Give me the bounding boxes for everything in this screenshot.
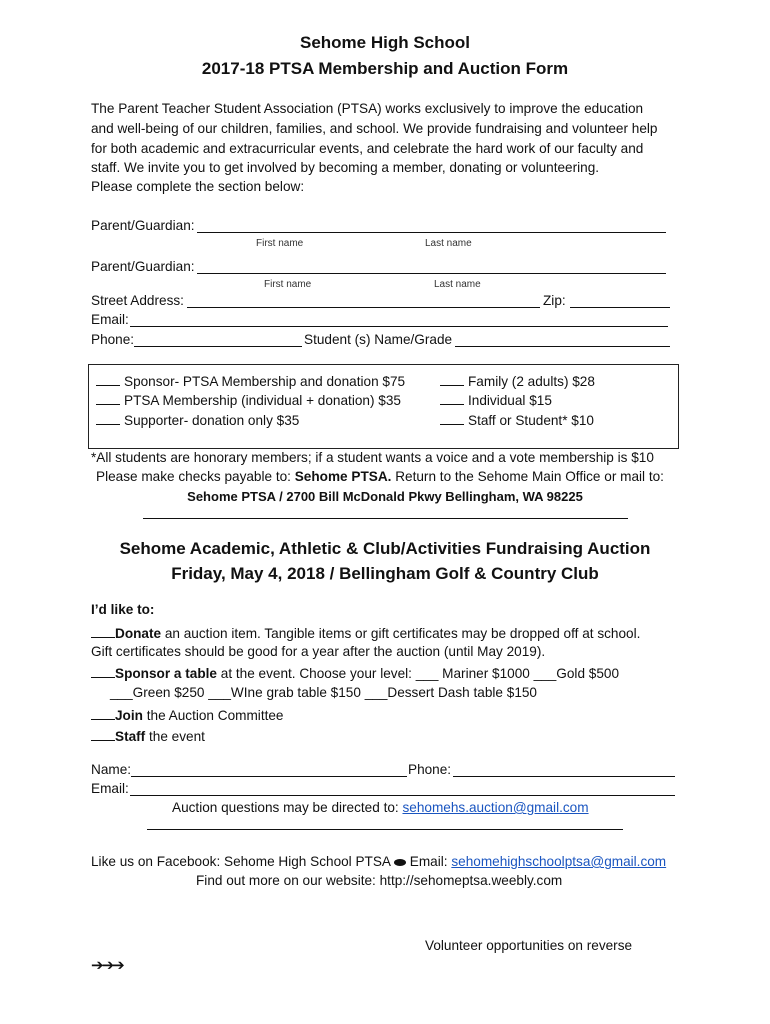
level-staff-student-checkbox[interactable] <box>440 412 464 425</box>
honorary-note: *All students are honorary members; if a student wants a voice and a vote membership is $10 <box>91 450 654 465</box>
level-staff-student[interactable] <box>440 412 594 428</box>
section-divider-1 <box>143 518 628 519</box>
checks-note <box>96 469 664 484</box>
parent2-label: Parent/Guardian: <box>91 259 195 274</box>
auction-name-field[interactable] <box>131 776 407 777</box>
staff-label: Staff <box>115 729 146 744</box>
parent2-field[interactable] <box>197 273 666 274</box>
intro-line-5: Please complete the section below: <box>91 179 305 194</box>
staff-checkbox[interactable] <box>91 727 115 741</box>
donate-checkbox[interactable] <box>91 624 115 638</box>
phone-field[interactable] <box>134 346 302 347</box>
website-line: Find out more on our website: http://sehomeptsa.weebly.com <box>196 873 563 888</box>
street-address-field[interactable] <box>187 307 540 308</box>
sponsor-table-levels: ___Green $250 ___WIne grab table $150 ___Dessert Dash table $150 <box>110 685 537 700</box>
level-staff-student-label: Staff or Student* $10 <box>468 413 594 428</box>
donate-option[interactable] <box>91 624 640 641</box>
parent1-label: Parent/Guardian: <box>91 218 195 233</box>
level-individual-donation-checkbox[interactable] <box>96 392 120 405</box>
phone-label: Phone: <box>91 332 135 347</box>
level-sponsor-checkbox[interactable] <box>96 373 120 386</box>
auction-phone-field[interactable] <box>453 776 675 777</box>
auction-title: Sehome Academic, Athletic & Club/Activities Fundraising Auction <box>119 539 651 558</box>
sponsor-table-checkbox[interactable] <box>91 664 115 678</box>
level-individual[interactable] <box>440 392 552 408</box>
auction-email-link[interactable]: sehomehs.auction@gmail.com <box>402 800 589 815</box>
level-sponsor-label: Sponsor- PTSA Membership and donation $75 <box>124 374 406 389</box>
parent1-last-name-caption: Last name <box>425 238 472 249</box>
street-address-label: Street Address: <box>91 293 184 308</box>
intro-line-2: and well-being of our children, families, and school. We provide fundraising and volunteer help <box>91 121 658 136</box>
join-text: the Auction Committee <box>142 708 284 723</box>
footer-email-link[interactable]: sehomehighschoolptsa@gmail.com <box>451 854 667 869</box>
auction-questions-text: Auction questions may be directed to: <box>172 800 403 815</box>
level-family-label: Family (2 adults) $28 <box>468 374 595 389</box>
level-supporter-checkbox[interactable] <box>96 412 120 425</box>
sponsor-table-label: Sponsor a table <box>115 666 217 681</box>
checks-payee: Sehome PTSA. <box>294 469 392 484</box>
parent2-last-name-caption: Last name <box>434 279 481 290</box>
level-family-checkbox[interactable] <box>440 373 464 386</box>
staff-option[interactable] <box>91 727 205 744</box>
arrows-icon: ➔➔➔ <box>91 956 123 974</box>
level-family[interactable] <box>440 373 595 389</box>
donate-label: Donate <box>115 626 162 641</box>
staff-text: the event <box>145 729 205 744</box>
auction-email-label: Email: <box>91 781 129 796</box>
join-checkbox[interactable] <box>91 706 115 720</box>
auction-intro: I’d like to: <box>91 602 155 617</box>
donate-text-2: Gift certificates should be good for a year after the auction (until May 2019). <box>91 644 546 659</box>
sponsor-table-option[interactable] <box>91 664 619 681</box>
footer-email-prefix: Email: <box>406 854 452 869</box>
level-supporter-label: Supporter- donation only $35 <box>124 413 300 428</box>
parent1-field[interactable] <box>197 232 666 233</box>
donate-text: an auction item. Tangible items or gift certificates may be dropped off at school. <box>161 626 641 641</box>
email-field[interactable] <box>130 326 668 327</box>
auction-email-field[interactable] <box>130 795 675 796</box>
parent1-first-name-caption: First name <box>256 238 304 249</box>
checks-suffix: Return to the Sehome Main Office or mail to: <box>391 469 664 484</box>
form-title: 2017-18 PTSA Membership and Auction Form <box>201 59 569 78</box>
auction-questions <box>172 800 589 815</box>
level-individual-donation-label: PTSA Membership (individual + donation) $35 <box>124 393 401 408</box>
auction-subtitle: Friday, May 4, 2018 / Bellingham Golf & Country Club <box>171 564 599 583</box>
school-name: Sehome High School <box>299 33 471 52</box>
level-supporter[interactable] <box>96 412 299 428</box>
student-field[interactable] <box>455 346 670 347</box>
join-option[interactable] <box>91 706 284 723</box>
auction-name-label: Name: <box>91 762 132 777</box>
volunteer-note: Volunteer opportunities on reverse <box>425 938 633 953</box>
join-label: Join <box>115 708 143 723</box>
email-label: Email: <box>91 312 129 327</box>
level-sponsor[interactable] <box>96 373 405 389</box>
level-individual-checkbox[interactable] <box>440 392 464 405</box>
sponsor-table-text: at the event. Choose your level: ___ Mariner $1000 ___Gold $500 <box>216 666 620 681</box>
student-label: Student (s) Name/Grade <box>304 332 453 347</box>
zip-label: Zip: <box>543 293 566 308</box>
level-individual-label: Individual $15 <box>468 393 552 408</box>
mailing-address: Sehome PTSA / 2700 Bill McDonald Pkwy Bellingham, WA 98225 <box>187 489 583 504</box>
parent2-first-name-caption: First name <box>264 279 312 290</box>
zip-field[interactable] <box>570 307 670 308</box>
intro-line-1: The Parent Teacher Student Association (PTSA) works exclusively to improve the education <box>91 101 644 116</box>
intro-line-4: staff. We invite you to get involved by becoming a member, donating or volunteering. <box>91 160 600 175</box>
intro-line-3: for both academic and extracurricular events, and celebrate the hard work of our faculty and <box>91 141 644 156</box>
section-divider-2 <box>147 829 623 830</box>
level-individual-donation[interactable] <box>96 392 401 408</box>
bullet-icon <box>394 859 406 866</box>
facebook-line <box>91 854 666 869</box>
auction-phone-label: Phone: <box>408 762 452 777</box>
facebook-text: Like us on Facebook: Sehome High School PTSA <box>91 854 395 869</box>
checks-prefix: Please make checks payable to: <box>96 469 295 484</box>
